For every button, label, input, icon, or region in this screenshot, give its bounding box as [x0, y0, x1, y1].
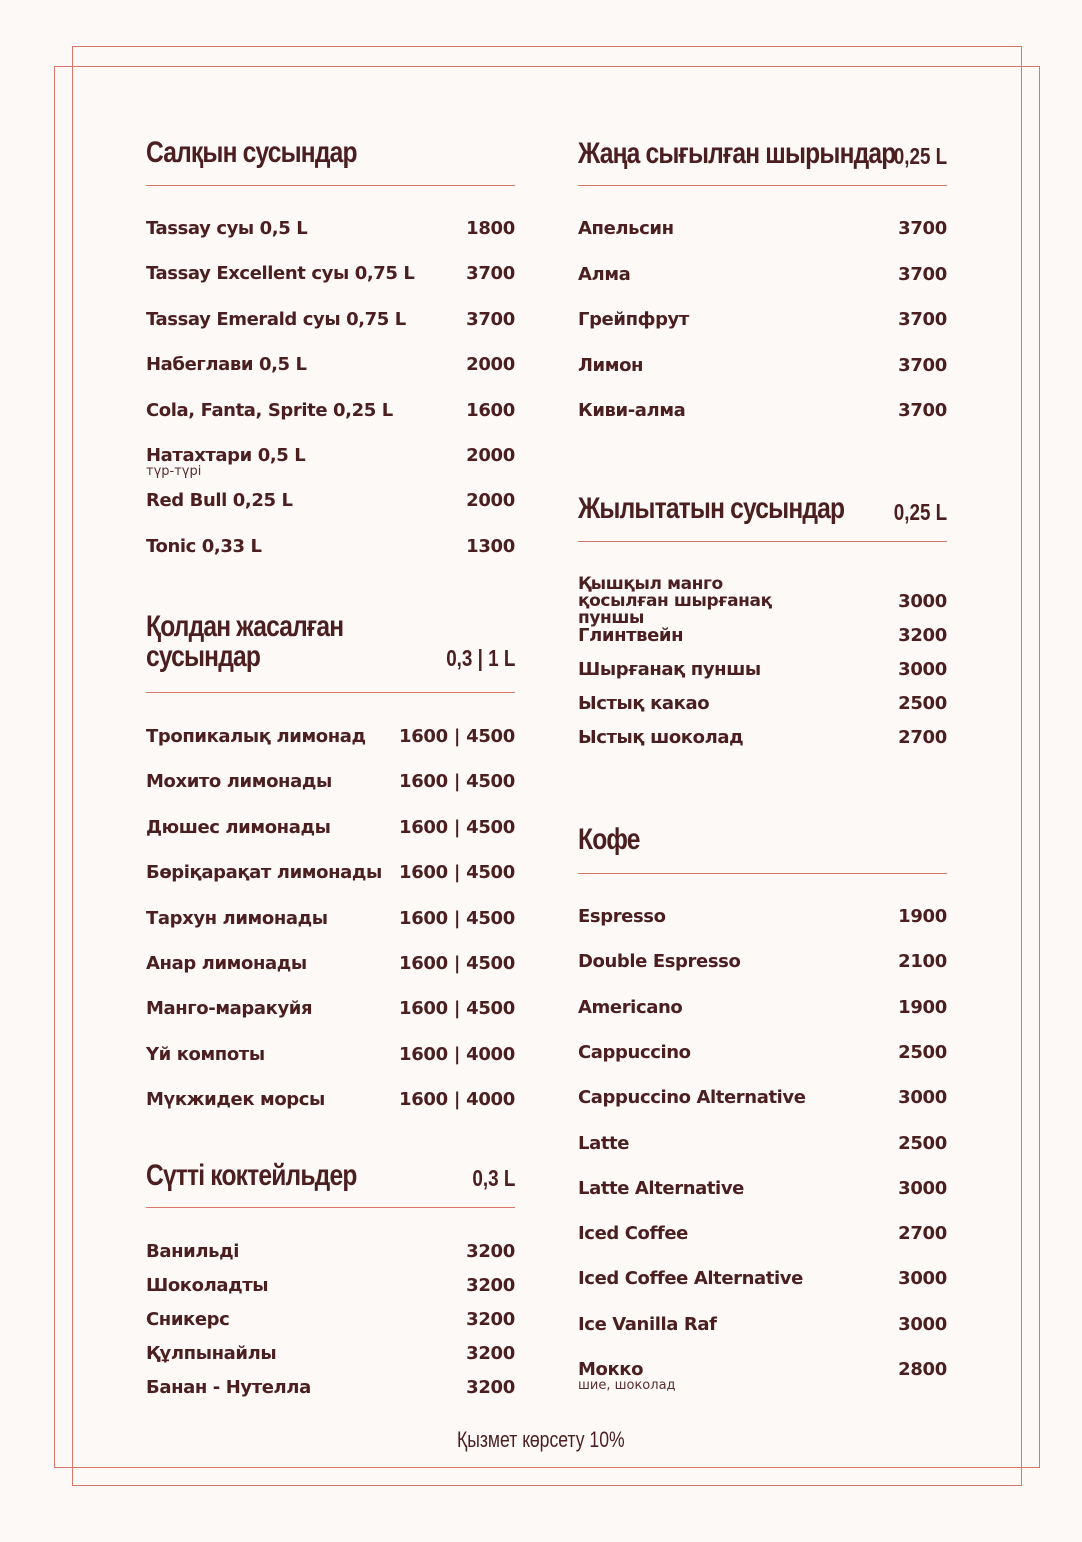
menu-item-name: Тропикалық лимонад — [146, 726, 366, 747]
menu-item-name: Набеглави 0,5 L — [146, 354, 307, 375]
menu-item-name: Лимон — [578, 355, 644, 376]
menu-item-name: Ice Vanilla Raf — [578, 1314, 717, 1335]
menu-item-price: 3000 — [898, 591, 947, 612]
menu-item-price: 3200 — [898, 625, 947, 646]
menu-item-price: 1600 | 4500 — [398, 726, 515, 747]
menu-item-name: Double Espresso — [578, 951, 741, 972]
menu-item-name: Дюшес лимонады — [146, 817, 331, 838]
menu-item-price: 3200 — [466, 1343, 515, 1364]
menu-item-price: 3200 — [466, 1275, 515, 1296]
menu-item-price: 2000 — [466, 354, 515, 375]
menu-item-name: Киви-алма — [578, 400, 686, 421]
menu-item — [146, 218, 515, 242]
menu-item — [578, 997, 947, 1021]
menu-item-note: шие, шоколад — [578, 1378, 676, 1393]
menu-item-price: 1600 | 4000 — [398, 1089, 515, 1110]
menu-item-price: 1600 | 4500 — [398, 953, 515, 974]
menu-item-price: 2500 — [898, 1042, 947, 1063]
section-divider — [578, 541, 947, 542]
menu-item — [146, 817, 515, 841]
menu-item — [146, 771, 515, 795]
menu-item-price: 3200 — [466, 1241, 515, 1262]
menu-item-name: Бөріқарақат лимонады — [146, 862, 382, 883]
menu-item-name: Latte — [578, 1133, 630, 1154]
menu-item-price: 2700 — [898, 727, 947, 748]
menu-item-price: 3700 — [898, 309, 947, 330]
menu-item — [578, 625, 947, 649]
menu-item-price: 3000 — [898, 1087, 947, 1108]
menu-item-price: 1900 — [898, 906, 947, 927]
section-title: Кофе — [578, 823, 640, 856]
menu-item — [146, 862, 515, 886]
menu-item — [578, 1087, 947, 1111]
menu-item-name: Tonic 0,33 L — [146, 536, 262, 557]
section-title: Салқын сусындар — [146, 136, 357, 169]
menu-item-price: 3000 — [898, 659, 947, 680]
menu-item — [578, 906, 947, 930]
menu-item — [146, 1309, 515, 1333]
menu-item-price: 2100 — [898, 951, 947, 972]
menu-item — [578, 727, 947, 751]
menu-item-name: Анар лимонады — [146, 953, 307, 974]
menu-item-price: 3200 — [466, 1377, 515, 1398]
menu-item-name: Cappuccino — [578, 1042, 691, 1063]
menu-item-name: Глинтвейн — [578, 625, 684, 646]
menu-item-price: 2800 — [898, 1359, 947, 1380]
menu-item — [146, 445, 515, 479]
menu-item-price: 1600 | 4500 — [398, 998, 515, 1019]
menu-item-name: Натахтари 0,5 L — [146, 445, 306, 466]
menu-item-price: 3700 — [898, 355, 947, 376]
menu-item — [146, 726, 515, 750]
menu-item-name: Iced Coffee Alternative — [578, 1268, 803, 1289]
menu-item-name: Cappuccino Alternative — [578, 1087, 806, 1108]
menu-item — [146, 908, 515, 932]
menu-item-name: Iced Coffee — [578, 1223, 688, 1244]
menu-item — [578, 264, 947, 288]
menu-item-name: Грейпфрут — [578, 309, 689, 330]
menu-item — [578, 1314, 947, 1338]
menu-item — [146, 263, 515, 287]
menu-item-price: 2500 — [898, 693, 947, 714]
menu-item — [578, 355, 947, 379]
menu-item — [146, 1343, 515, 1367]
menu-item-name: Red Bull 0,25 L — [146, 490, 293, 511]
menu-item-name: Tassay суы 0,5 L — [146, 218, 308, 239]
section-volume: 0,25 L — [893, 143, 947, 169]
menu-item-price: 3700 — [898, 218, 947, 239]
menu-item — [146, 1275, 515, 1299]
menu-item — [578, 1042, 947, 1066]
menu-item — [146, 953, 515, 977]
section-divider — [578, 185, 947, 186]
menu-item-price: 3700 — [466, 309, 515, 330]
menu-item — [578, 218, 947, 242]
menu-item — [578, 951, 947, 975]
menu-item — [578, 574, 947, 628]
menu-item — [146, 1241, 515, 1265]
service-charge-text: Қызмет көрсету 10% — [457, 1427, 625, 1452]
menu-item — [578, 693, 947, 717]
section-divider — [146, 692, 515, 693]
menu-item-price: 3700 — [898, 264, 947, 285]
section-title: Жылытатын сусындар — [578, 492, 845, 525]
menu-item-price: 1300 — [466, 536, 515, 557]
menu-item — [578, 1268, 947, 1292]
section-divider — [146, 1207, 515, 1208]
menu-item — [146, 309, 515, 333]
service-charge-note — [0, 1428, 1082, 1452]
menu-item-name: Апельсин — [578, 218, 674, 239]
menu-item-name: Latte Alternative — [578, 1178, 744, 1199]
menu-item-price: 3000 — [898, 1314, 947, 1335]
menu-item-name: Тархун лимонады — [146, 908, 328, 929]
menu-item — [146, 490, 515, 514]
menu-item-name: Шоколадты — [146, 1275, 269, 1296]
menu-item-price: 1600 | 4000 — [398, 1044, 515, 1065]
menu-item-price: 3000 — [898, 1268, 947, 1289]
section-volume: 0,25 L — [893, 499, 947, 525]
menu-item-name: Манго-маракуйя — [146, 998, 313, 1019]
menu-item — [146, 536, 515, 560]
section-volume: 0,3 | 1 L — [445, 645, 515, 671]
menu-item — [578, 1359, 947, 1393]
menu-item-name: Ыстық какао — [578, 693, 710, 714]
menu-item-price: 1900 — [898, 997, 947, 1018]
menu-item-name: Espresso — [578, 906, 666, 927]
section-volume: 0,3 L — [472, 1165, 515, 1191]
menu-item-price: 1600 | 4500 — [398, 862, 515, 883]
menu-item-price: 3000 — [898, 1178, 947, 1199]
menu-item-price: 3700 — [898, 400, 947, 421]
menu-item-price: 2700 — [898, 1223, 947, 1244]
menu-item-name: Үй компоты — [146, 1044, 265, 1065]
menu-item — [578, 1223, 947, 1247]
menu-item-price: 2000 — [466, 445, 515, 466]
menu-item-name: Мүкжидек морсы — [146, 1089, 325, 1110]
menu-item-price: 2500 — [898, 1133, 947, 1154]
menu-item-name: Мохито лимонады — [146, 771, 332, 792]
menu-item-name: Мокко — [578, 1359, 644, 1380]
menu-item-name: Алма — [578, 264, 631, 285]
menu-item — [578, 400, 947, 424]
menu-item-price: 1600 | 4500 — [398, 771, 515, 792]
menu-item-price: 2000 — [466, 490, 515, 511]
menu-item — [146, 1089, 515, 1113]
menu-item-price: 3200 — [466, 1309, 515, 1330]
menu-item — [578, 309, 947, 333]
menu-item — [146, 400, 515, 424]
menu-item-note: түр-түрі — [146, 464, 202, 479]
menu-item — [578, 1133, 947, 1157]
menu-item-name: Tassay Excellent суы 0,75 L — [146, 263, 415, 284]
section-divider — [578, 873, 947, 874]
section-title: Жаңа сығылған шырындар — [578, 137, 896, 170]
menu-item — [146, 1377, 515, 1401]
menu-item-price: 3700 — [466, 263, 515, 284]
menu-item-price: 1600 | 4500 — [398, 908, 515, 929]
menu-item-name: Cola, Fanta, Sprite 0,25 L — [146, 400, 393, 421]
menu-item-name: Банан - Нутелла — [146, 1377, 311, 1398]
section-divider — [146, 185, 515, 186]
menu-item-name: Ванильді — [146, 1241, 239, 1262]
menu-item-price: 1600 | 4500 — [398, 817, 515, 838]
menu-item-name: Ыстық шоколад — [578, 727, 744, 748]
section-title: Қолдан жасалған сусындар — [146, 610, 344, 673]
menu-item — [578, 659, 947, 683]
menu-item-name: Americano — [578, 997, 683, 1018]
menu-item-price: 1800 — [466, 218, 515, 239]
menu-item-name: Tassay Emerald суы 0,75 L — [146, 309, 406, 330]
menu-item-price: 1600 — [466, 400, 515, 421]
menu-item-name: Шырғанақ пуншы — [578, 659, 761, 680]
menu-item — [146, 354, 515, 378]
menu-item — [146, 1044, 515, 1068]
menu-item — [146, 998, 515, 1022]
menu-item-name: Құлпынайлы — [146, 1343, 277, 1364]
section-title: Сүтті коктейльдер — [146, 1159, 357, 1192]
menu-item-name: Қышқыл манго қосылған шырғанақ пуншы — [578, 574, 772, 628]
menu-item-name: Сникерс — [146, 1309, 230, 1330]
menu-item — [578, 1178, 947, 1202]
